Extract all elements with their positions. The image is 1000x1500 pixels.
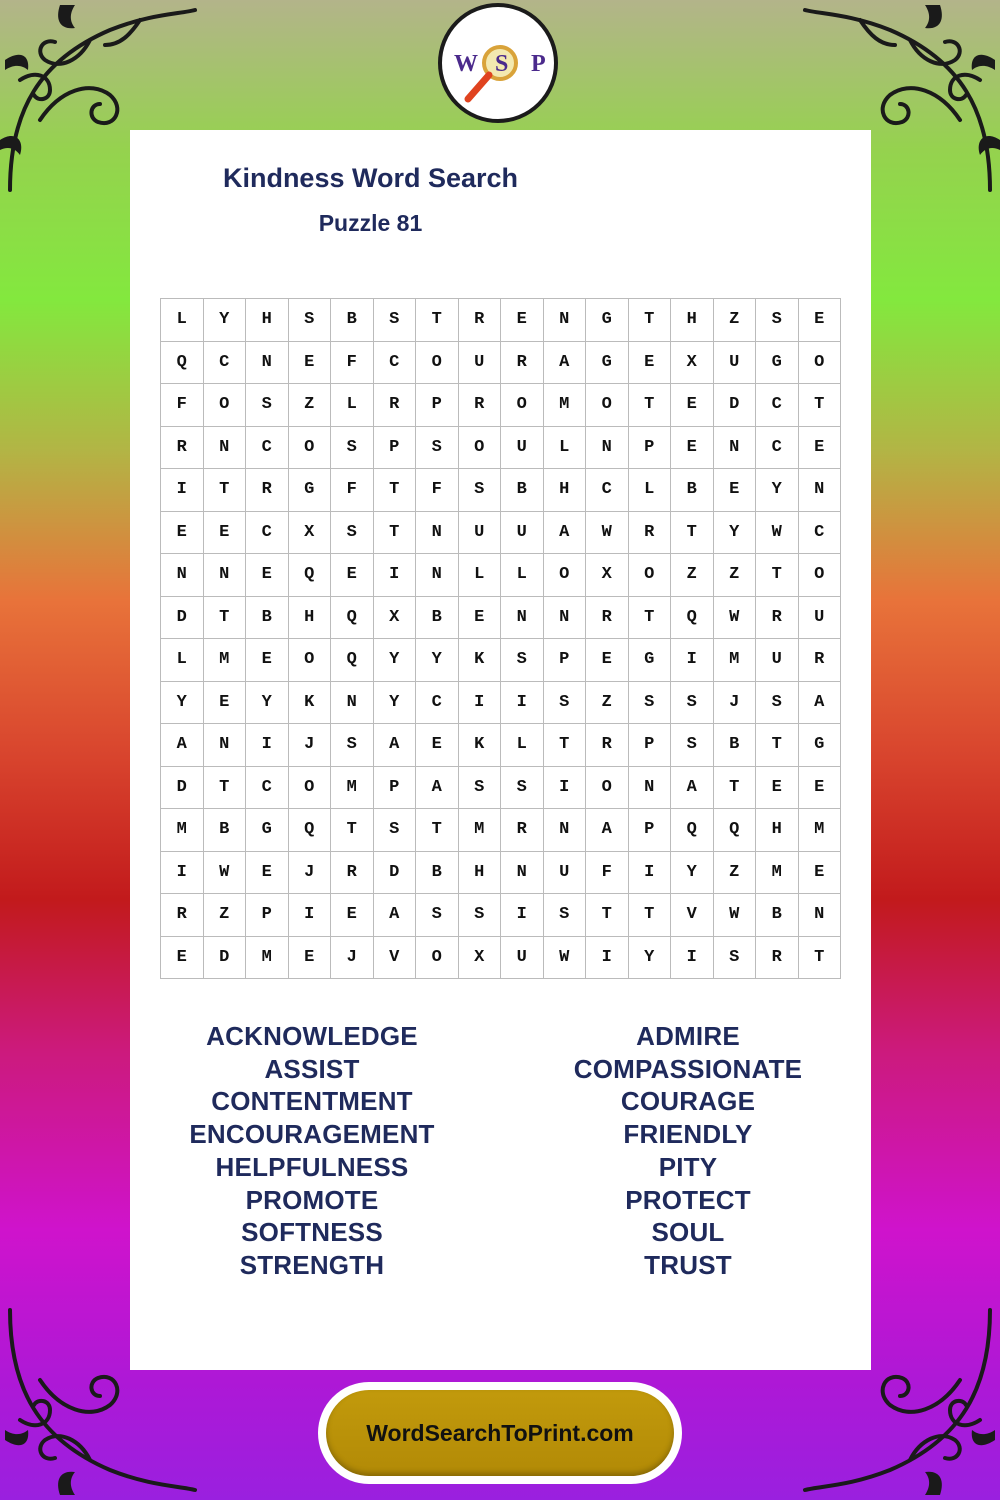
grid-cell[interactable]: G bbox=[586, 342, 629, 385]
grid-cell[interactable]: R bbox=[586, 724, 629, 767]
grid-cell[interactable]: L bbox=[501, 554, 544, 597]
grid-cell[interactable]: S bbox=[459, 767, 502, 810]
grid-cell[interactable]: J bbox=[331, 937, 374, 980]
grid-cell[interactable]: P bbox=[374, 767, 417, 810]
grid-cell[interactable]: S bbox=[671, 682, 714, 725]
grid-cell[interactable]: T bbox=[374, 469, 417, 512]
grid-cell[interactable]: Y bbox=[374, 639, 417, 682]
grid-cell[interactable]: H bbox=[756, 809, 799, 852]
grid-cell[interactable]: M bbox=[714, 639, 757, 682]
grid-cell[interactable]: S bbox=[331, 427, 374, 470]
grid-cell[interactable]: U bbox=[501, 937, 544, 980]
grid-cell[interactable]: P bbox=[629, 724, 672, 767]
grid-cell[interactable]: B bbox=[204, 809, 247, 852]
grid-cell[interactable]: O bbox=[586, 767, 629, 810]
grid-cell[interactable]: R bbox=[756, 937, 799, 980]
grid-cell[interactable]: G bbox=[246, 809, 289, 852]
grid-cell[interactable]: O bbox=[799, 554, 842, 597]
grid-cell[interactable]: E bbox=[161, 512, 204, 555]
grid-cell[interactable]: O bbox=[204, 384, 247, 427]
grid-cell[interactable]: E bbox=[246, 852, 289, 895]
grid-cell[interactable]: C bbox=[756, 427, 799, 470]
grid-cell[interactable]: Q bbox=[161, 342, 204, 385]
grid-cell[interactable]: N bbox=[204, 554, 247, 597]
logo-letter: W bbox=[454, 51, 478, 77]
grid-cell[interactable]: S bbox=[289, 299, 332, 342]
grid-cell[interactable]: X bbox=[671, 342, 714, 385]
grid-cell[interactable]: S bbox=[459, 469, 502, 512]
grid-cell[interactable]: X bbox=[374, 597, 417, 640]
grid-cell[interactable]: U bbox=[459, 512, 502, 555]
grid-cell[interactable]: L bbox=[331, 384, 374, 427]
grid-cell[interactable]: Y bbox=[671, 852, 714, 895]
grid-cell[interactable]: S bbox=[416, 894, 459, 937]
word-list-item: PROTECT bbox=[625, 1184, 751, 1215]
grid-cell[interactable]: E bbox=[799, 767, 842, 810]
grid-cell[interactable]: W bbox=[204, 852, 247, 895]
grid-cell[interactable]: I bbox=[374, 554, 417, 597]
grid-cell[interactable]: P bbox=[374, 427, 417, 470]
grid-cell[interactable]: Y bbox=[204, 299, 247, 342]
grid-cell[interactable]: E bbox=[204, 512, 247, 555]
grid-cell[interactable]: U bbox=[714, 342, 757, 385]
grid-cell[interactable]: W bbox=[714, 894, 757, 937]
grid-cell[interactable]: C bbox=[246, 767, 289, 810]
grid-cell[interactable]: M bbox=[756, 852, 799, 895]
grid-cell[interactable]: N bbox=[501, 597, 544, 640]
grid-cell[interactable]: Q bbox=[671, 809, 714, 852]
grid-cell[interactable]: R bbox=[161, 427, 204, 470]
grid-cell[interactable]: R bbox=[246, 469, 289, 512]
grid-cell[interactable]: A bbox=[544, 512, 587, 555]
grid-cell[interactable]: W bbox=[586, 512, 629, 555]
grid-cell[interactable]: S bbox=[374, 299, 417, 342]
grid-cell[interactable]: E bbox=[161, 937, 204, 980]
grid-cell[interactable]: R bbox=[629, 512, 672, 555]
grid-cell[interactable]: G bbox=[629, 639, 672, 682]
grid-cell[interactable]: K bbox=[459, 724, 502, 767]
grid-cell[interactable]: B bbox=[246, 597, 289, 640]
grid-cell[interactable]: S bbox=[756, 682, 799, 725]
grid-cell[interactable]: S bbox=[331, 512, 374, 555]
grid-cell[interactable]: Q bbox=[289, 554, 332, 597]
grid-cell[interactable]: N bbox=[799, 894, 842, 937]
grid-cell[interactable]: N bbox=[714, 427, 757, 470]
grid-cell[interactable]: I bbox=[459, 682, 502, 725]
grid-cell[interactable]: L bbox=[459, 554, 502, 597]
grid-cell[interactable]: I bbox=[586, 937, 629, 980]
grid-cell[interactable]: T bbox=[629, 597, 672, 640]
grid-cell[interactable]: K bbox=[289, 682, 332, 725]
grid-cell[interactable]: B bbox=[714, 724, 757, 767]
grid-cell[interactable]: C bbox=[586, 469, 629, 512]
grid-cell[interactable]: S bbox=[331, 724, 374, 767]
grid-cell[interactable]: S bbox=[756, 299, 799, 342]
grid-cell[interactable]: L bbox=[161, 639, 204, 682]
grid-cell[interactable]: T bbox=[416, 809, 459, 852]
grid-cell[interactable]: L bbox=[501, 724, 544, 767]
grid-cell[interactable]: C bbox=[246, 427, 289, 470]
grid-cell[interactable]: U bbox=[756, 639, 799, 682]
grid-cell[interactable]: Z bbox=[714, 554, 757, 597]
grid-cell[interactable]: U bbox=[459, 342, 502, 385]
wsp-logo[interactable] bbox=[438, 3, 558, 123]
grid-cell[interactable]: R bbox=[799, 639, 842, 682]
grid-cell[interactable]: U bbox=[501, 512, 544, 555]
grid-cell[interactable]: G bbox=[586, 299, 629, 342]
grid-cell[interactable]: V bbox=[374, 937, 417, 980]
grid-cell[interactable]: O bbox=[416, 937, 459, 980]
grid-cell[interactable]: X bbox=[289, 512, 332, 555]
grid-cell[interactable]: C bbox=[374, 342, 417, 385]
grid-cell[interactable]: I bbox=[246, 724, 289, 767]
grid-cell[interactable]: T bbox=[799, 384, 842, 427]
grid-cell[interactable]: M bbox=[331, 767, 374, 810]
word-list-item: ADMIRE bbox=[636, 1021, 740, 1051]
grid-cell[interactable]: H bbox=[289, 597, 332, 640]
grid-cell[interactable]: S bbox=[671, 724, 714, 767]
grid-cell[interactable]: O bbox=[289, 767, 332, 810]
grid-cell[interactable]: T bbox=[629, 894, 672, 937]
grid-cell[interactable]: O bbox=[586, 384, 629, 427]
grid-cell[interactable]: X bbox=[459, 937, 502, 980]
grid-cell[interactable]: Z bbox=[714, 852, 757, 895]
grid-cell[interactable]: R bbox=[756, 597, 799, 640]
grid-cell[interactable]: R bbox=[586, 597, 629, 640]
grid-cell[interactable]: A bbox=[374, 724, 417, 767]
grid-cell[interactable]: S bbox=[544, 894, 587, 937]
grid-cell[interactable]: N bbox=[204, 724, 247, 767]
grid-cell[interactable]: P bbox=[544, 639, 587, 682]
grid-cell[interactable]: P bbox=[416, 384, 459, 427]
grid-cell[interactable]: Z bbox=[204, 894, 247, 937]
grid-cell[interactable]: E bbox=[204, 682, 247, 725]
grid-cell[interactable]: F bbox=[331, 469, 374, 512]
grid-cell[interactable]: O bbox=[416, 342, 459, 385]
grid-cell[interactable]: N bbox=[416, 512, 459, 555]
grid-cell[interactable]: O bbox=[544, 554, 587, 597]
grid-cell[interactable]: Q bbox=[714, 809, 757, 852]
grid-cell[interactable]: O bbox=[289, 427, 332, 470]
grid-cell[interactable]: A bbox=[586, 809, 629, 852]
word-list-item: SOFTNESS bbox=[241, 1217, 383, 1248]
grid-cell[interactable]: I bbox=[161, 469, 204, 512]
grid-cell[interactable]: W bbox=[714, 597, 757, 640]
grid-cell[interactable]: W bbox=[544, 937, 587, 980]
grid-cell[interactable]: H bbox=[459, 852, 502, 895]
word-list-item: ENCOURAGEMENT bbox=[189, 1119, 435, 1150]
logo-letter: S bbox=[495, 51, 509, 77]
grid-cell[interactable]: Z bbox=[671, 554, 714, 597]
grid-cell[interactable]: I bbox=[501, 894, 544, 937]
grid-cell[interactable]: E bbox=[246, 639, 289, 682]
grid-cell[interactable]: E bbox=[416, 724, 459, 767]
grid-cell[interactable]: Y bbox=[629, 937, 672, 980]
grid-cell[interactable]: A bbox=[374, 894, 417, 937]
grid-cell[interactable]: W bbox=[756, 512, 799, 555]
grid-cell[interactable]: P bbox=[629, 809, 672, 852]
grid-cell[interactable]: T bbox=[671, 512, 714, 555]
grid-cell[interactable]: A bbox=[544, 342, 587, 385]
grid-cell[interactable]: B bbox=[671, 469, 714, 512]
word-list-item: PROMOTE bbox=[245, 1184, 379, 1215]
grid-cell[interactable]: D bbox=[374, 852, 417, 895]
grid-cell[interactable]: E bbox=[799, 299, 842, 342]
grid-cell[interactable]: V bbox=[671, 894, 714, 937]
grid-cell[interactable]: B bbox=[331, 299, 374, 342]
grid-cell[interactable]: U bbox=[799, 597, 842, 640]
grid-cell[interactable]: E bbox=[799, 852, 842, 895]
word-list-item: STRENGTH bbox=[239, 1249, 385, 1280]
puzzle-number: Puzzle 81 bbox=[318, 210, 423, 236]
grid-cell[interactable]: N bbox=[586, 427, 629, 470]
grid-cell[interactable]: D bbox=[161, 767, 204, 810]
grid-cell[interactable]: T bbox=[756, 554, 799, 597]
grid-cell[interactable]: B bbox=[416, 597, 459, 640]
grid-cell[interactable]: T bbox=[204, 597, 247, 640]
grid-cell[interactable]: E bbox=[586, 639, 629, 682]
grid-cell[interactable]: Y bbox=[714, 512, 757, 555]
grid-cell[interactable]: I bbox=[161, 852, 204, 895]
grid-cell[interactable]: T bbox=[331, 809, 374, 852]
grid-cell[interactable]: E bbox=[671, 427, 714, 470]
logo-letter: P bbox=[531, 51, 546, 77]
grid-cell[interactable]: H bbox=[671, 299, 714, 342]
grid-cell[interactable]: M bbox=[544, 384, 587, 427]
grid-cell[interactable]: T bbox=[586, 894, 629, 937]
word-list-item: FRIENDLY bbox=[623, 1119, 753, 1150]
grid-cell[interactable]: T bbox=[544, 724, 587, 767]
grid-cell[interactable]: E bbox=[331, 554, 374, 597]
grid-cell[interactable]: K bbox=[459, 639, 502, 682]
site-link-button[interactable] bbox=[318, 1382, 682, 1484]
grid-cell[interactable]: O bbox=[629, 554, 672, 597]
grid-cell[interactable]: M bbox=[161, 809, 204, 852]
grid-cell[interactable]: T bbox=[714, 767, 757, 810]
grid-cell[interactable]: I bbox=[629, 852, 672, 895]
grid-cell[interactable]: E bbox=[756, 767, 799, 810]
grid-cell[interactable]: G bbox=[289, 469, 332, 512]
page-title: Kindness Word Search bbox=[222, 163, 519, 193]
grid-cell[interactable]: D bbox=[204, 937, 247, 980]
grid-cell[interactable]: G bbox=[799, 724, 842, 767]
grid-cell[interactable]: N bbox=[544, 809, 587, 852]
site-link-label: WordSearchToPrint.com bbox=[366, 1419, 634, 1446]
grid-cell[interactable]: I bbox=[671, 639, 714, 682]
grid-cell[interactable]: P bbox=[246, 894, 289, 937]
grid-cell[interactable]: O bbox=[289, 639, 332, 682]
site-link-pill bbox=[326, 1390, 674, 1476]
grid-cell[interactable]: E bbox=[246, 554, 289, 597]
grid-cell[interactable]: Q bbox=[671, 597, 714, 640]
grid-cell[interactable]: S bbox=[544, 682, 587, 725]
grid-cell[interactable]: S bbox=[374, 809, 417, 852]
grid-cell[interactable]: T bbox=[204, 469, 247, 512]
grid-cell[interactable]: N bbox=[799, 469, 842, 512]
grid-cell[interactable]: G bbox=[756, 342, 799, 385]
grid-cell[interactable]: Q bbox=[289, 809, 332, 852]
grid-cell[interactable]: R bbox=[501, 809, 544, 852]
grid-cell[interactable]: R bbox=[459, 299, 502, 342]
grid-cell[interactable]: H bbox=[246, 299, 289, 342]
grid-cell[interactable]: U bbox=[501, 427, 544, 470]
word-list-item: PITY bbox=[658, 1151, 718, 1182]
grid-cell[interactable]: J bbox=[289, 724, 332, 767]
grid-cell[interactable]: B bbox=[501, 469, 544, 512]
grid-cell[interactable]: M bbox=[459, 809, 502, 852]
grid-cell[interactable]: R bbox=[501, 342, 544, 385]
grid-cell[interactable]: N bbox=[544, 597, 587, 640]
grid-cell[interactable]: D bbox=[714, 384, 757, 427]
grid-cell[interactable]: E bbox=[289, 937, 332, 980]
grid-cell[interactable]: S bbox=[246, 384, 289, 427]
grid-cell[interactable]: L bbox=[629, 469, 672, 512]
grid-cell[interactable]: I bbox=[289, 894, 332, 937]
grid-cell[interactable]: T bbox=[799, 937, 842, 980]
grid-cell[interactable]: Z bbox=[714, 299, 757, 342]
word-list-item: HELPFULNESS bbox=[215, 1151, 409, 1182]
grid-cell[interactable]: E bbox=[714, 469, 757, 512]
grid-cell[interactable]: Y bbox=[756, 469, 799, 512]
word-list-item: COMPASSIONATE bbox=[573, 1053, 803, 1084]
grid-cell[interactable]: Y bbox=[374, 682, 417, 725]
grid-cell[interactable]: Y bbox=[416, 639, 459, 682]
grid-cell[interactable]: E bbox=[501, 299, 544, 342]
word-list-item: SOUL bbox=[651, 1217, 725, 1248]
grid-cell[interactable]: M bbox=[799, 809, 842, 852]
grid-cell[interactable]: A bbox=[671, 767, 714, 810]
grid-cell[interactable]: S bbox=[416, 427, 459, 470]
grid-cell[interactable]: I bbox=[501, 682, 544, 725]
grid-cell[interactable]: O bbox=[459, 427, 502, 470]
word-list-right bbox=[528, 1020, 848, 1282]
grid-cell[interactable]: M bbox=[204, 639, 247, 682]
grid-cell[interactable]: N bbox=[501, 852, 544, 895]
grid-cell[interactable]: P bbox=[629, 427, 672, 470]
grid-cell[interactable]: X bbox=[586, 554, 629, 597]
grid-cell[interactable]: Q bbox=[331, 597, 374, 640]
word-list-item: TRUST bbox=[644, 1249, 732, 1280]
grid-cell[interactable]: D bbox=[161, 597, 204, 640]
grid-cell[interactable]: N bbox=[416, 554, 459, 597]
grid-cell[interactable]: E bbox=[289, 342, 332, 385]
grid-cell[interactable]: Y bbox=[161, 682, 204, 725]
grid-cell[interactable]: T bbox=[374, 512, 417, 555]
grid-cell[interactable]: T bbox=[629, 299, 672, 342]
word-list-item: ASSIST bbox=[264, 1053, 360, 1084]
grid-cell[interactable]: S bbox=[459, 894, 502, 937]
grid-cell[interactable]: E bbox=[799, 427, 842, 470]
grid-cell[interactable]: Q bbox=[331, 639, 374, 682]
grid-cell[interactable]: E bbox=[629, 342, 672, 385]
grid-cell[interactable]: N bbox=[544, 299, 587, 342]
grid-cell[interactable]: T bbox=[629, 384, 672, 427]
grid-cell[interactable]: N bbox=[629, 767, 672, 810]
grid-cell[interactable]: T bbox=[756, 724, 799, 767]
grid-cell[interactable]: R bbox=[331, 852, 374, 895]
grid-cell[interactable]: S bbox=[501, 639, 544, 682]
grid-cell[interactable]: A bbox=[161, 724, 204, 767]
grid-cell[interactable]: Z bbox=[586, 682, 629, 725]
grid-cell[interactable]: E bbox=[331, 894, 374, 937]
grid-cell[interactable]: L bbox=[544, 427, 587, 470]
grid-cell[interactable]: F bbox=[161, 384, 204, 427]
grid-cell[interactable]: A bbox=[416, 767, 459, 810]
grid-cell[interactable]: I bbox=[671, 937, 714, 980]
grid-cell[interactable]: F bbox=[416, 469, 459, 512]
grid-cell[interactable]: N bbox=[204, 427, 247, 470]
grid-cell[interactable]: R bbox=[459, 384, 502, 427]
grid-cell[interactable]: J bbox=[714, 682, 757, 725]
grid-cell[interactable]: N bbox=[161, 554, 204, 597]
word-list-left bbox=[152, 1020, 472, 1282]
grid-cell[interactable]: H bbox=[544, 469, 587, 512]
grid-cell[interactable]: J bbox=[289, 852, 332, 895]
grid-cell[interactable]: Y bbox=[246, 682, 289, 725]
grid-cell[interactable]: Z bbox=[289, 384, 332, 427]
word-list-item: CONTENTMENT bbox=[211, 1086, 413, 1117]
grid-cell[interactable]: M bbox=[246, 937, 289, 980]
grid-cell[interactable]: A bbox=[799, 682, 842, 725]
letter-grid bbox=[160, 298, 841, 979]
grid-cell[interactable]: R bbox=[374, 384, 417, 427]
grid-cell[interactable]: S bbox=[501, 767, 544, 810]
grid-cell[interactable]: C bbox=[799, 512, 842, 555]
grid-cell[interactable]: B bbox=[416, 852, 459, 895]
word-list-item: COURAGE bbox=[620, 1086, 756, 1117]
grid-cell[interactable]: F bbox=[586, 852, 629, 895]
grid-cell[interactable]: T bbox=[204, 767, 247, 810]
grid-cell[interactable]: U bbox=[544, 852, 587, 895]
grid-cell[interactable]: T bbox=[416, 299, 459, 342]
grid-cell[interactable]: E bbox=[459, 597, 502, 640]
grid-cell[interactable]: C bbox=[204, 342, 247, 385]
grid-cell[interactable]: N bbox=[331, 682, 374, 725]
grid-cell[interactable]: R bbox=[161, 894, 204, 937]
grid-cell[interactable]: B bbox=[756, 894, 799, 937]
grid-cell[interactable]: S bbox=[629, 682, 672, 725]
grid-cell[interactable]: I bbox=[544, 767, 587, 810]
grid-cell[interactable]: L bbox=[161, 299, 204, 342]
grid-cell[interactable]: S bbox=[714, 937, 757, 980]
grid-cell[interactable]: E bbox=[671, 384, 714, 427]
word-list-item: ACKNOWLEDGE bbox=[206, 1021, 418, 1051]
grid-cell[interactable]: O bbox=[501, 384, 544, 427]
grid-cell[interactable]: C bbox=[756, 384, 799, 427]
grid-cell[interactable]: C bbox=[416, 682, 459, 725]
grid-cell[interactable]: F bbox=[331, 342, 374, 385]
grid-cell[interactable]: O bbox=[799, 342, 842, 385]
grid-cell[interactable]: C bbox=[246, 512, 289, 555]
grid-cell[interactable]: N bbox=[246, 342, 289, 385]
